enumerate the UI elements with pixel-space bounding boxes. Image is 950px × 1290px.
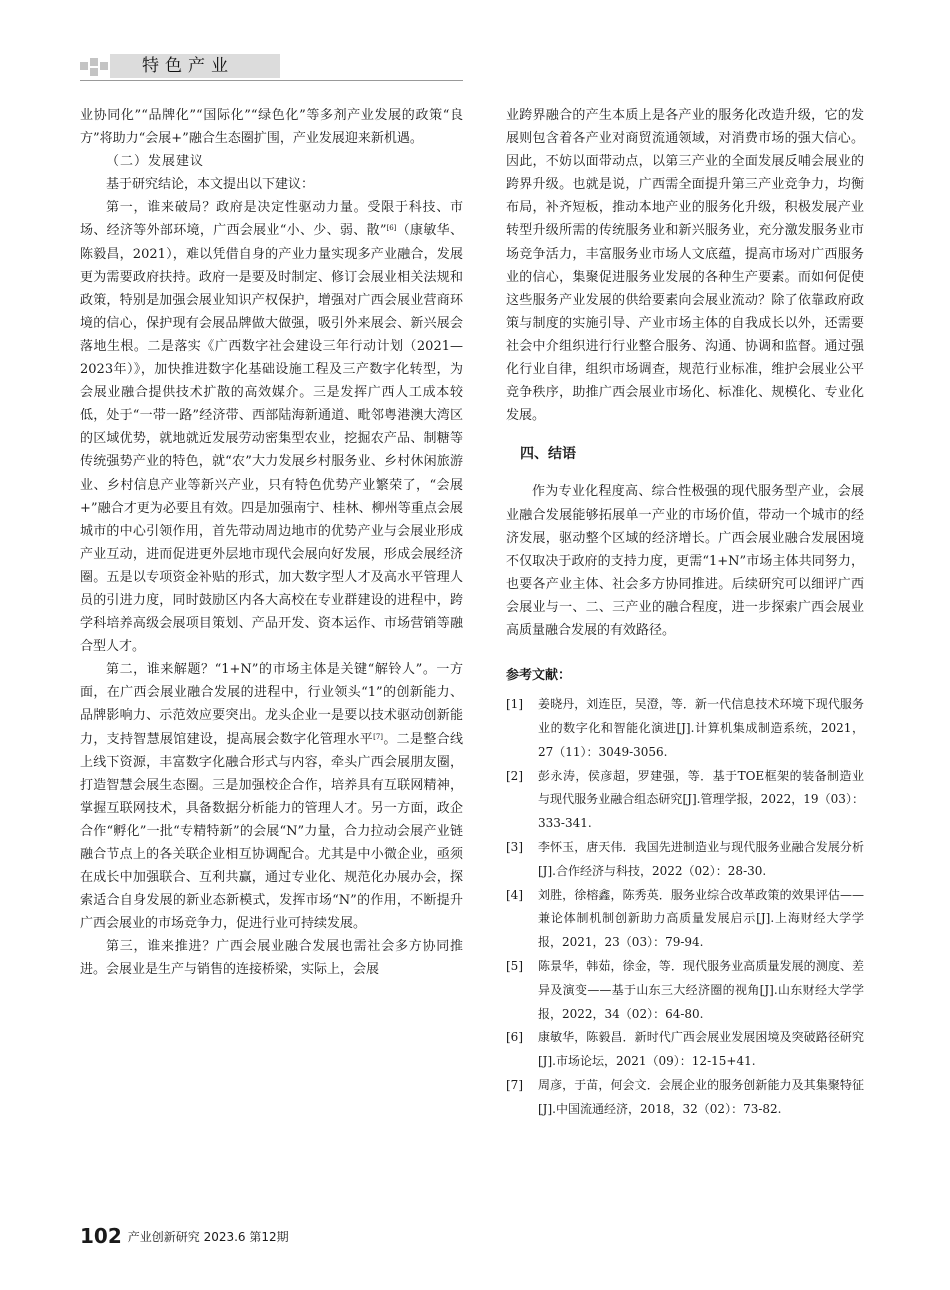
continued-paragraph: 业跨界融合的产生本质上是各产业的服务化改造升级，它的发展则包含着各产业对商贸流通领域，对消费市场的强大信心。因此，不妨以面带动点，以第三产业的全面发展反哺会展业的跨界升级。也就是说，广西需全面提升第三产业竞争力，均衡布局，补齐短板，推动本地产业的服务化升级，积极发展产业转型升级所需的传统服务业和新兴服务业，充分激发服务业市场竞争活力，丰富服务业市场人文底蕴，提高市场对广西服务业的信心，集聚促进服务业发展的各种生产要素。而如何促使这些服务产业发展的供给要素向会展业流动？除了依靠政府政策与制度的实施引导、产业市场主体的自我成长以外，还需要社会中介组织进行行业整合服务、沟通、协调和监督。通过强化行业自律，组织市场调查，规范行业标准，维护会展业公平竞争秩序，助推广西会展业市场化、标准化、规模化、专业化发展。 [506,108,864,424]
reference-item [506,693,864,764]
right-column [506,104,864,1122]
section-title: 特色产业 [142,56,234,76]
subheading-suggestions: （二）发展建议 [106,154,205,170]
header-rule [80,80,463,81]
reference-number: [7] [506,1077,523,1092]
citation-7: [7] [373,732,384,741]
reference-item [506,1026,864,1074]
reference-text: 陈景华，韩茹，徐金，等．现代服务业高质量发展的测度、差异及演变——基于山东三大经济圈的视角[J].山东财经大学学报，2022，34（02）：64-80. [538,958,864,1021]
citation-6: [6] [386,224,397,233]
reference-number: [3] [506,839,523,854]
intro-paragraph: 业协同化”“品牌化”“国际化”“绿色化”等多剂产业发展的政策“良方”将助力“会展+”融合生态圈扩围，产业发展迎来新机遇。 [80,108,463,147]
reference-number: [4] [506,887,523,902]
journal-info: 产业创新研究 2023.6 第12期 [127,1229,289,1244]
third-suggestion-paragraph: 第三，谁来推进？广西会展业融合发展也需社会多方协同推进。会展业是生产与销售的连接桥梁，实际上，会展 [80,939,463,978]
lead-paragraph: 基于研究结论，本文提出以下建议： [106,177,315,193]
text-run: （康敏华、陈毅昌，2021），难以凭借自身的产业力量实现多产业融合，发展更为需要政府扶持。政府一是要及时制定、修订会展业相关法规和政策，特别是加强会展业知识产权保护，增强对广西会展业营商环境的信心，保护现有会展品牌做大做强，吸引外来展会、新兴展会落地生根。二是落实《广西数字社会建设三年行动计划（2021—2023年）》，加快推进数字化基础设施工程及三产数字化转型，为会展业融合提供技术扩散的高效媒介。三是发挥广西人工成本较低，处于“一带一路”经济带、西部陆海新通道、毗邻粤港澳大湾区的区域优势，就地就近发展劳动密集型农业，挖掘农产品、制糖等传统强势产业的特色，就“农”大力发展乡村服务业、乡村休闲旅游业、乡村信息产业等新兴产业，只有特色优势产业繁荣了，“会展+”融合才更为必要且有效。四是加强南宁、桂林、柳州等重点会展城市的中心引领作用，首先带动周边地市的优势产业与会展业形成产业互动，进而促进更外层地市现代会展向好发展，形成会展经济圈。五是以专项资金补贴的形式，加大数字型人才及高水平管理人员的引进力度，同时鼓励区内各大高校在专业群建设的进程中，跨学科培养高级会展项目策划、产品开发、资本运作、市场营销等融合型人才。 [80,223,463,655]
page-number: 102 [80,1224,122,1248]
reference-text: 彭永涛，侯彦超，罗建强，等．基于TOE框架的装备制造业与现代服务业融合组态研究[J].管理学报，2022，19（03）：333-341. [538,768,864,831]
reference-number: [2] [506,768,523,783]
references-heading: 参考文献： [506,668,572,684]
reference-text: 姜晓丹，刘连臣，吴澄，等．新一代信息技术环境下现代服务业的数字化和智能化演进[J].计算机集成制造系统，2021，27（11）：3049-3056. [538,697,864,759]
reference-item [506,955,864,1026]
text-run: 第一，谁来破局？政府是决定性驱动力量。受限于科技、市场、经济等外部环境，广西会展业“小、少、弱、散” [80,200,463,239]
reference-text: 周彦，于苗，何会文．会展企业的服务创新能力及其集聚特征[J].中国流通经济，2018，32（02）：73-82. [538,1077,864,1116]
reference-text: 刘胜，徐榕鑫，陈秀英．服务业综合改革政策的效果评估——兼论体制机制创新助力高质量发展启示[J].上海财经大学学报，2021，23（03）：79-94. [538,887,864,950]
text-run: 第二，谁来解题？“1+N”的市场主体是关键“解铃人”。一方面，在广西会展业融合发展的进程中，行业领头“1”的创新能力、品牌影响力、示范效应要突出。龙头企业一是要以技术驱动创新能力，支持智慧展馆建设，提高展会数字化管理水平 [80,662,463,747]
section-heading-conclusion: 四、结语 [520,446,576,463]
section-header-band [80,54,280,78]
reference-number: [1] [506,697,523,712]
conclusion-paragraph: 作为专业化程度高、综合性极强的现代服务型产业，会展业融合发展能够拓展单一产业的市场价值，带动一个城市的经济发展，驱动整个区域的经济增长。广西会展业融合发展困境不仅取决于政府的支持力度，更需“1+N”市场主体共同努力，也要各产业主体、社会多方协同推进。后续研究可以细评广西会展业与一、二、三产业的融合程度，进一步探索广西会展业高质量融合发展的有效路径。 [506,484,864,638]
page-footer [80,1224,289,1248]
reference-item [506,765,864,836]
reference-item [506,1074,864,1122]
second-suggestion-paragraph [80,658,463,935]
references-list [506,693,864,1121]
reference-item [506,884,864,955]
text-run: 。二是整合线上线下资源，丰富数字化融合形式与内容，牵头广西会展朋友圈，打造智慧会展生态圈。三是加强校企合作，培养具有互联网精神，掌握互联网技术，具备数据分析能力的管理人才。另一方面，政企合作“孵化”一批“专精特新”的会展“N”力量，合力拉动会展产业链融合节点上的各关联企业相互协调配合。尤其是中小微企业，亟须在成长中加强联合、互利共赢，通过专业化、规范化办展办会，探索适合自身发展的新业态新模式，发挥市场“N”的作用，不断提升广西会展业的市场竞争力，促进行业可持续发展。 [80,731,463,932]
header-decor-square [100,62,108,70]
header-decor-square [80,62,88,70]
reference-number: [5] [506,958,523,973]
reference-number: [6] [506,1030,523,1045]
reference-text: 李怀玉，唐天伟．我国先进制造业与现代服务业融合发展分析[J].合作经济与科技，2022（02）：28-30. [538,839,864,878]
reference-text: 康敏华，陈毅昌．新时代广西会展业发展困境及突破路径研究[J].市场论坛，2021（09）：12-15+41. [538,1030,864,1069]
first-suggestion-paragraph [80,196,463,658]
left-column [80,104,463,982]
header-decor-square [90,68,98,76]
header-decor-square [90,58,98,66]
reference-item [506,836,864,884]
